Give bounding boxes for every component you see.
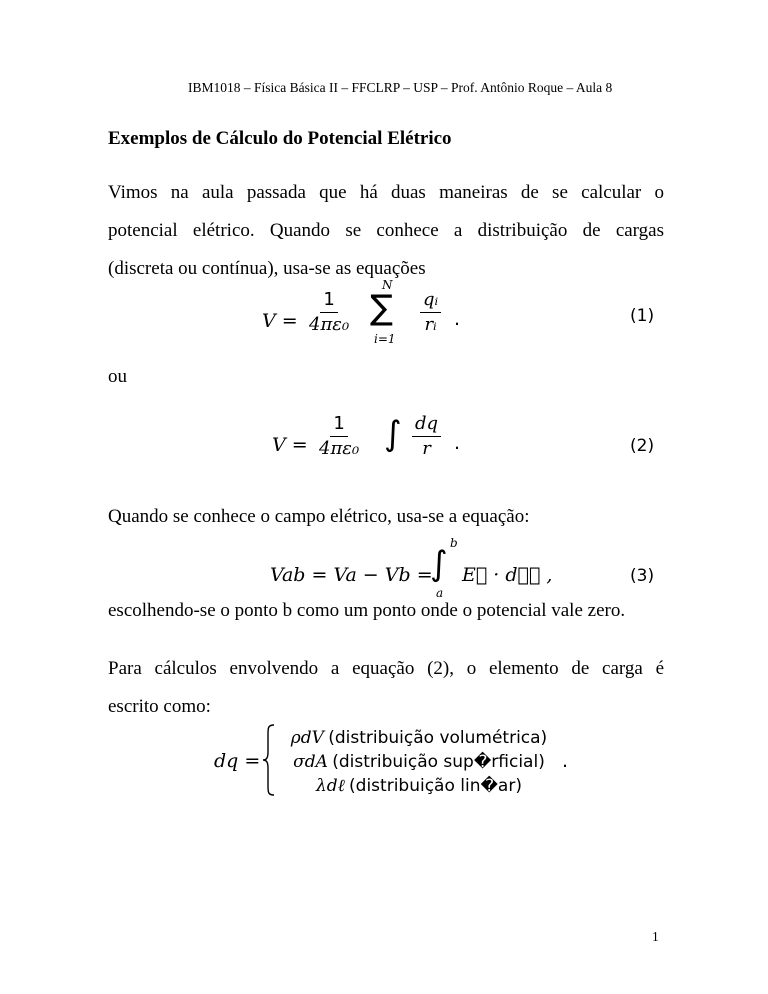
eq4-end: . [562,750,569,772]
eq1-end: . [454,308,461,330]
cases-list [276,726,562,798]
eq1-term-num: qᵢ [420,290,441,313]
page-number: 1 [652,929,659,944]
equation-4 [214,722,574,798]
eq2-lhs: V = [272,434,308,456]
equation-number-3: (3) [630,566,655,586]
eq2-coefficient [316,414,362,459]
eq1-sum-sign: ∑ [370,288,393,328]
eq1-coef-den: 4πε₀ [309,313,350,335]
case-volumetric: ρdV (distribuição volumétrica) [290,728,548,748]
eq2-integral-sign: ∫ [384,414,402,454]
case-linear: λdℓ (distribuição lin�ar) [316,776,522,796]
intro-line-3: (discreta ou contínua), usa-se as equações [108,258,426,279]
intro-line-2: potencial elétrico. Quando se conhece a distribuição de cargas [108,220,664,241]
eq2-coef-num: 1 [330,414,347,437]
choose-sentence: escolhendo-se o ponto b como um ponto onde o potencial vale zero. [108,600,626,621]
eq3-integral-sign: ∫ [430,544,448,584]
eq3-lower-limit: a [436,586,444,600]
para2-line-1: Para cálculos envolvendo a equação (2), o elemento de carga é [108,658,664,679]
eq2-term-den: r [422,437,431,459]
eq3-integrand: E⃗ · dℓ⃗ , [462,564,553,586]
eq2-coef-den: 4πε₀ [319,437,360,459]
eq1-term [420,290,441,335]
eq1-sum-bottom: i=1 [374,332,396,346]
eq2-term [412,414,441,459]
equation-number-1: (1) [630,306,655,326]
or-text: ou [108,366,127,387]
section-title: Exemplos de Cálculo do Potencial Elétrico [108,128,452,149]
eq2-end: . [454,432,461,454]
equation-number-2: (2) [630,436,655,456]
element-paragraph [108,650,664,726]
left-brace [262,724,276,796]
eq2-term-num: dq [412,414,441,437]
case-superficial: σdA (distribuição sup�rficial) [293,752,545,772]
eq4-lhs: dq = [214,750,261,772]
eq1-lhs: V = [262,310,298,332]
intro-paragraph [108,174,664,288]
intro-line-1: Vimos na aula passada que há duas maneiras de se calcular o [108,182,664,203]
para2-line-2: escrito como: [108,696,211,717]
field-sentence: Quando se conhece o campo elétrico, usa-se a equação: [108,506,530,527]
eq1-term-den: rᵢ [424,313,437,335]
eq1-coef-num: 1 [320,290,337,313]
eq1-sum-top: N [382,278,393,292]
page-header: IBM1018 – Física Básica II – FFCLRP – USP – Prof. Antônio Roque – Aula 8 [188,80,613,95]
eq1-coefficient [306,290,352,335]
eq3-upper-limit: b [450,536,458,550]
eq3-lhs: Vab = Va − Vb = [270,564,433,586]
